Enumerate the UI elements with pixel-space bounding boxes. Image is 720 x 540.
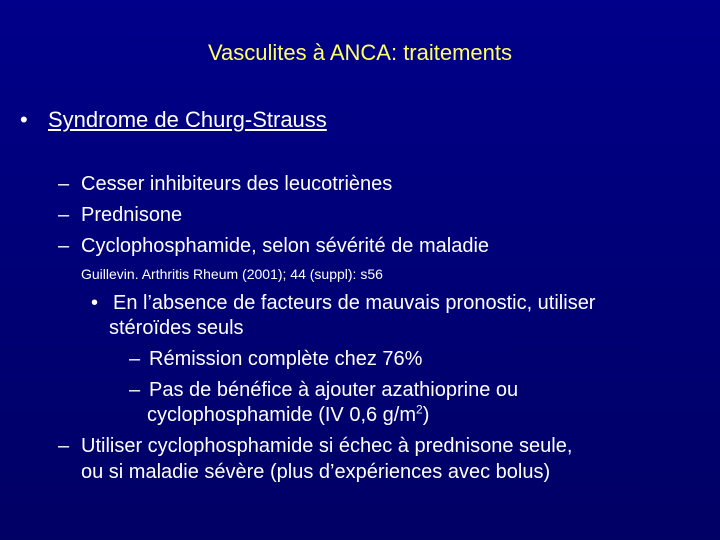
list-item: Prednisone [81,204,183,226]
sub-bullet-line1: En l’absence de facteurs de mauvais pronostic, utiliser [113,292,596,314]
slide-title: Vasculites à ANCA: traitements [207,40,513,65]
bullet-heading: Syndrome de Churg-Strauss [48,107,327,132]
dash-marker: – [58,173,70,195]
list-item-continuation [147,404,429,427]
continuation-text: cyclophosphamide (IV 0,6 g/m [147,404,417,426]
list-item-line2: ou si maladie sévère (plus d’expériences avec bolus) [81,461,551,483]
dash-marker: – [58,435,70,457]
list-item: Rémission complète chez 76% [149,348,423,370]
bullet-marker: • [20,107,28,132]
reference-citation: Guillevin. Arthritis Rheum (2001); 44 (suppl): s56 [81,266,383,282]
dash-marker: – [129,348,141,370]
list-item: Utiliser cyclophosphamide si échec à prednisone seule, [81,435,573,457]
dash-marker: – [58,204,70,226]
continuation-end: ) [422,404,430,426]
sub-bullet-line2: stéroïdes seuls [109,317,244,339]
list-item: Cyclophosphamide, selon sévérité de maladie [81,235,490,257]
dash-marker: – [58,235,70,257]
list-item: Pas de bénéfice à ajouter azathioprine ou [149,379,519,401]
dash-marker: – [129,379,141,401]
superscript: 2 [416,402,423,417]
list-item: Cesser inhibiteurs des leucotriènes [81,173,393,195]
sub-bullet-marker: • [91,292,99,314]
